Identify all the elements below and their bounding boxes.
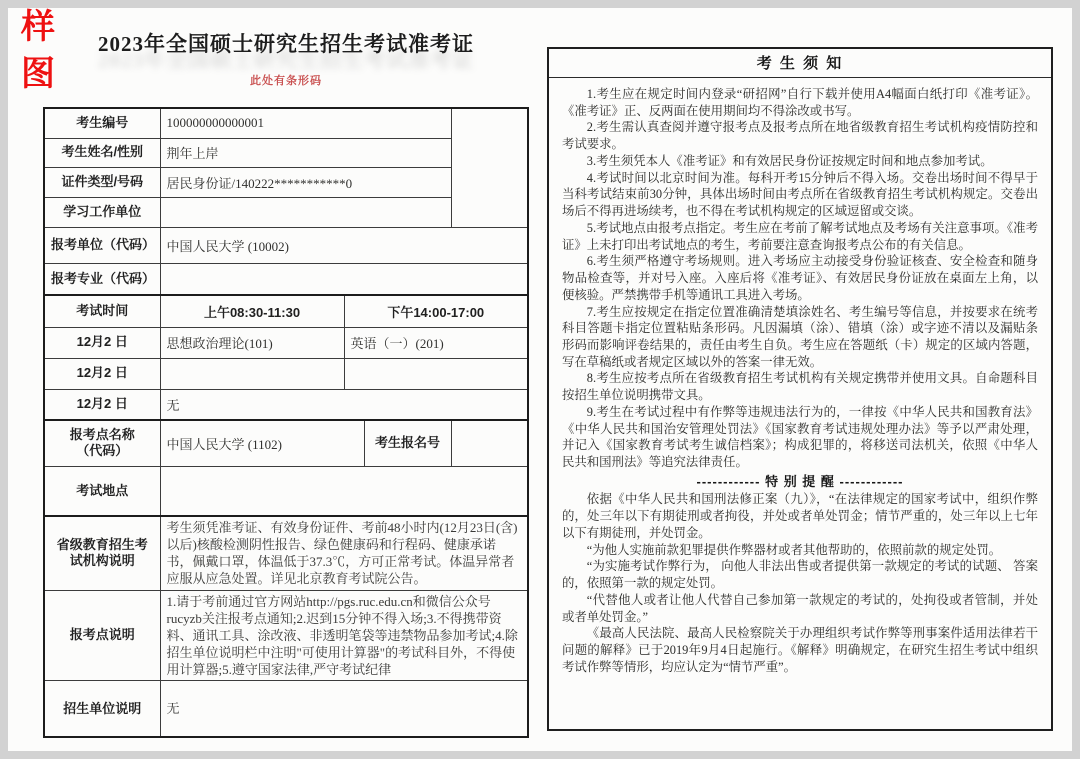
work-unit-value <box>160 197 451 227</box>
special-reminder-paragraph-5: 《最高人民法院、最高人民检察院关于办理组织考试作弊等刑事案件适用法律若干问题的解释》已于2019年9月4日起施行。《解释》明确规定，在研究生招生考试中组织考试作弊等情形，均应认定为“情节严重”。 <box>562 626 1038 674</box>
exam-site-name-label-line2: （代码） <box>76 443 129 459</box>
ticket-table <box>43 107 529 738</box>
notice-item-5: 5.考试地点由报考点指定。考生应在考前了解考试地点及考场有关注意事项。《准考证》上未打印出考试地点的考生，考前要注意查询报考点公布的有关信息。 <box>562 220 1038 252</box>
exam-site-name-label-line1: 报考点名称 <box>69 427 135 442</box>
admitting-unit-note-value: 无 <box>160 681 528 737</box>
provincial-authority-note-value: 考生须凭准考证、有效身份证件、考前48小时内(12月23日(含)以后)核酸检测阴性报告、绿色健康码和行程码、健康承诺书，佩戴口罩，体温低于37.3℃，方可正常考试。体温异常者应服从应急处置。详见北京教育考试院公告。 <box>160 516 528 590</box>
schedule-date-3: 12月2 日 <box>44 389 160 420</box>
provincial-authority-note-label: 省级教育招生考试机构说明 <box>44 516 160 590</box>
sample-watermark-char-2: 图 <box>21 55 55 93</box>
notice-item-6: 6.考生须严格遵守考场规则。进入考场应主动接受身份验证核查、安全检查和随身物品检查等，并对号入座。入座后将《准考证》、有效居民身份证放在桌面左上角，以便核验。严禁携带手机等通讯工具进入考场。 <box>562 254 1038 302</box>
schedule-pm-subject-1: 英语（一）(201) <box>344 327 528 358</box>
admitting-unit-note-label: 招生单位说明 <box>44 681 160 737</box>
id-type-number-label: 证件类型/号码 <box>44 167 160 197</box>
candidate-notice-title: 考 生 须 知 <box>549 49 1051 78</box>
exam-place-label: 考试地点 <box>44 466 160 516</box>
schedule-date-1: 12月2 日 <box>44 327 160 358</box>
special-reminder-paragraph-3: “为实施考试作弊行为， 向他人非法出售或者提供第一款规定的考试的试题、 答案的，依照第一款的规定处罚。 <box>562 559 1038 591</box>
exam-site-note-value: 1.请于考前通过官方网站http://pgs.ruc.edu.cn和微信公众号rucyzb关注报考点通知;2.迟到15分钟不得入场;3.不得携带资料、通讯工具、涂改液、非透明笔袋等违禁物品参加考试;4.除招生单位说明栏中注明"可使用计算器"的考试科目外，不得使用计算器;5.遵守国家法律,严守考试纪律 <box>160 590 528 681</box>
barcode-placeholder-note: 此处有条形码 <box>250 75 322 87</box>
notice-item-4: 4.考试时间以北京时间为准。每科开考15分钟后不得入场。交卷出场时间不得早于当科考试结束前30分钟，具体出场时间由考点所在省级教育招生考试机构规定。交卷出场后不得再进场续考，也不得在考试机构规定的区域逗留或交谈。 <box>562 170 1038 219</box>
id-type-number-value: 居民身份证/140222***********0 <box>160 167 451 197</box>
special-reminder-paragraph-1: 依据《中华人民共和国刑法修正案（九）》，“在法律规定的国家考试中，组织作弊的，处三年以下有期徒刑或者拘役，并处或者单处罚金；情节严重的，处三年以上七年以下有期徒刑，并处罚金。 <box>562 492 1038 540</box>
schedule-am-subject-2 <box>160 358 344 389</box>
notice-item-8: 8.考生应按考点所在省级教育招生考试机构有关规定携带并使用文具。自命题科目按招生单位说明携带文具。 <box>562 371 1038 403</box>
candidate-number-label: 考生编号 <box>44 108 160 138</box>
candidate-number-value: 100000000000001 <box>160 108 451 138</box>
name-gender-value: 荆年上岸 <box>160 138 451 167</box>
exam-site-name-label <box>44 420 160 466</box>
schedule-pm-subject-2 <box>344 358 528 389</box>
notice-item-1: 1.考生应在规定时间内登录“研招网”自行下载并使用A4幅面白纸打印《准考证》。《准考证》正、反两面在使用期间均不得涂改或书写。 <box>562 87 1038 118</box>
special-reminder-paragraph-4: “代替他人或者让他人代替自己参加第一款规定的考试的，处拘役或者管制，并处或者单处罚金。” <box>562 592 1038 624</box>
name-gender-label: 考生姓名/性别 <box>44 138 160 167</box>
schedule-am-subject-1: 思想政治理论(101) <box>160 327 344 358</box>
candidate-notice-panel <box>547 47 1053 731</box>
special-reminder-title: ------------ 特 别 提 醒 ------------ <box>696 473 904 489</box>
schedule-subject-3: 无 <box>160 389 528 420</box>
exam-site-note-label: 报考点说明 <box>44 590 160 681</box>
special-reminder-paragraph-2: “为他人实施前款犯罪提供作弊器材或者其他帮助的，依照前款的规定处罚。 <box>586 542 1002 557</box>
apply-major-label: 报考专业（代码） <box>44 263 160 295</box>
work-unit-label: 学习工作单位 <box>44 197 160 227</box>
exam-site-name-value: 中国人民大学 (1102) <box>160 420 364 466</box>
registration-number-label: 考生报名号 <box>364 420 451 466</box>
schedule-date-2: 12月2 日 <box>44 358 160 389</box>
notice-item-9: 9.考生在考试过程中有作弊等违规违法行为的，一律按《中华人民共和国教育法》《中华人民共和国治安管理处罚法》《国家教育考试违规处理办法》等予以严肃处理，并记入《国家教育考试考生诚信档案》；构成犯罪的，将移送司法机关，依照《中华人民共和国刑法》等追究法律责任。 <box>562 404 1038 470</box>
registration-number-value <box>451 420 528 466</box>
photo-placeholder-box <box>451 108 528 227</box>
notice-item-2: 2.考生需认真查阅并遵守报考点及报考点所在地省级教育招生考试机构疫情防控和考试要求。 <box>562 120 1038 152</box>
candidate-notice-body <box>549 78 1051 684</box>
exam-time-morning: 上午08:30-11:30 <box>160 295 344 327</box>
exam-time-label: 考试时间 <box>44 295 160 327</box>
exam-time-afternoon: 下午14:00-17:00 <box>344 295 528 327</box>
page-title: 2023年全国硕士研究生招生考试准考证 <box>98 32 474 56</box>
sample-watermark-char-1: 样 <box>21 8 55 46</box>
admission-ticket-page <box>8 8 1072 751</box>
notice-item-3: 3.考生须凭本人《准考证》和有效居民身份证按规定时间和地点参加考试。 <box>586 153 993 168</box>
apply-unit-label: 报考单位（代码） <box>44 227 160 263</box>
exam-place-value <box>160 466 528 516</box>
notice-item-7: 7.考生应按规定在指定位置准确清楚填涂姓名、考生编号等信息，并按要求在统考科目答题卡指定位置粘贴条形码。凡因漏填（涂）、错填（涂）或字迹不清以及漏贴条形码而影响评卷结果的，责任由考生自负。考生应在答题纸（卡）规定的区域内答题，写在草稿纸或者规定区域以外的答案一律无效。 <box>562 304 1038 369</box>
apply-unit-value: 中国人民大学 (10002) <box>160 227 528 263</box>
apply-major-value <box>160 263 528 295</box>
